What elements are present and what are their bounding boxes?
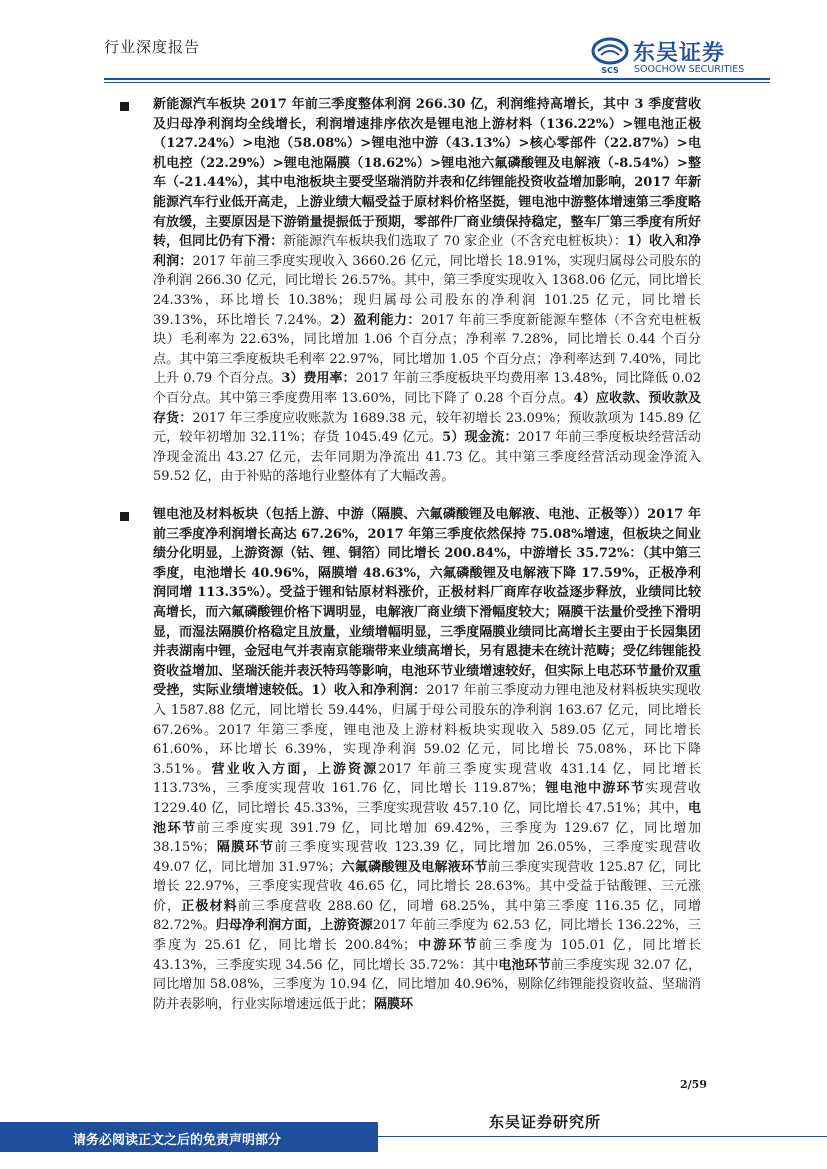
bullet-square-icon [120, 512, 129, 521]
key-phrase: 电池环节 [153, 800, 701, 836]
section-lead: 锂电池及材料板块（包括上游、中游（隔膜、六氟磷酸锂及电解液、电池、正极等））2017 年前三季度净利润增长高达 67.26%，2017 年第三季度依然保持 75.08%增速，但板块之间业绩分化明显，上游资源（钴、锂、铜箔）同比增长 200.84%，中游增长 35.72%：（其中第三季度，电池增长 40.96%，隔膜增 48.63%，六氟磷酸锂及电解液下降 17.59%，正极净利润同增 113.35%）。受益于锂和钴原材料涨价，正极材料厂商库存收益逐步释放，业绩同比较高增长，而六氟磷酸锂价格下调明显，电解液厂商业绩下滑幅度较大；隔膜干法量价受挫下滑明显，而湿法隔膜价格稳定且放量，业绩增幅明显，三季度隔膜业绩同比高增长主要由于长园集团并表湖南中锂，金冠电气并表南京能瑞带来业绩高增长，另有恩捷未在统计范畴；受亿纬锂能投资收益增加、坚瑞沃能并表沃特玛等影响，电池环节业绩增速较好，但实际上电芯环节量价双重受挫，实际业绩增速较低。 [153, 507, 701, 699]
body-text: 2017 年前三季度实现营收 431.14 亿，同比增长 113.73%，三季度实现营收 161.76 亿，同比增长 119.87%； [153, 761, 701, 797]
key-phrase: 归母净利润方面，上游资源 [215, 918, 373, 934]
body-text: 2017 年前三季度板块经营活动净现金流出 43.27 亿元，去年同期为净流出 41.73 亿。其中第三季度经营活动现金净流入 59.52 亿，由于补贴的落地行业整体有了大幅改善。 [153, 430, 701, 485]
body-text: 前三季度营收 288.60 亿，同增 68.25%，其中第三季度 116.35 亿，同增 82.72%。 [153, 898, 701, 934]
body-text: 2017 年前三季度动力锂电池及材料板块实现收入 1587.88 亿元，同比增长 59.44%，归属于母公司股东的净利润 163.67 亿元，同比增长 67.26%。2017 年第三季度，锂电池及上游材料板块实现收入 589.05 亿元，同比增长 61.60%，环比增长 6.39%，实现净利润 59.02 亿元，同比增长 75.08%，环比下降 3.51%。 [153, 683, 701, 777]
body-text: 前三季度为 105.01 亿，同比增长 43.13%，三季度实现 34.56 亿，同比增长 35.72%：其中 [153, 938, 701, 973]
body-text: 2017 年前三季度新能源车整体（不含充电桩板块）毛利率为 22.63%，同比增加 1.06 个百分点；净利率 7.28%，同比增长 0.44 个百分点。其中第三季度板块毛利率 22.97%，同比增加 1.05 个百分点；净利率达到 7.40%，同比上升 0.79 个百分点。 [153, 312, 702, 387]
body-text: 实现营收 1229.40 亿，同比增长 45.33%，三季度实现营收 457.10 亿，同比增长 47.51%；其中， [153, 781, 701, 816]
key-phrase: 中游环节 [416, 938, 479, 954]
body-text: 前三季度实现营收 125.87 亿，同比增长 22.97%，三季度实现营收 46.65 亿，同比增长 28.63%。其中受益于钴酸锂、三元涨价， [153, 859, 701, 914]
header-divider-thin [104, 82, 770, 83]
subheading-revenue-profit: 1）收入和净利润： [153, 234, 701, 269]
body-text: 前三季度实现 32.07 亿，同比增加 58.08%，三季度为 10.94 亿，同比增加 40.96%，剔除亿纬锂能投资收益、坚瑞消防并表影响，行业实际增速远低于此； [153, 957, 701, 1012]
logo-english-name: SOOCHOW SECURITIES [634, 64, 745, 75]
header-divider [104, 78, 770, 80]
subheading-cash-flow: 5）现金流： [442, 430, 518, 446]
body-text: 2017 年三季度应收账款为 1689.38 元，较年初增长 23.09%；预收款项为 145.89 亿元，较年初增加 32.11%；存货 1045.49 亿元。 [153, 410, 701, 446]
logo-mark-icon [590, 36, 630, 76]
subheading-profitability: 2）盈利能力： [330, 312, 421, 328]
key-phrase: 隔膜环节 [215, 840, 275, 856]
bullet-square-icon [120, 102, 129, 111]
subheading-revenue-profit: 1）收入和净利润： [311, 683, 427, 699]
key-phrase: 隔膜环 [374, 996, 414, 1012]
report-type-title: 行业深度报告 [104, 38, 201, 56]
page-number: 2/59 [680, 1078, 707, 1091]
soochow-securities-logo [590, 36, 770, 76]
subheading-receivables-inventory: 4）应收款、预收款及存货： [153, 390, 701, 426]
key-phrase: 六氟磷酸锂及电解液环节 [341, 859, 488, 875]
logo-name: 东吴证券 [633, 41, 726, 66]
key-phrase: 正极材料 [181, 898, 238, 914]
body-text: 前三季度实现营收 123.39 亿，同比增加 26.05%，三季度实现营收 49.07 亿，同比增加 31.97%； [153, 840, 701, 875]
key-phrase: 营业收入方面，上游资源 [211, 761, 379, 777]
body-text: 前三季度实现 391.79 亿，同比增加 69.42%，三季度为 129.67 亿，同比增加 38.15%； [153, 820, 701, 856]
paragraph-new-energy-vehicles [153, 95, 701, 487]
key-phrase: 电池环节 [498, 957, 551, 973]
logo-mark-text: SCS [601, 66, 619, 75]
disclaimer-notice: 请务必阅读正文之后的免责声明部分 [73, 1133, 282, 1148]
body-text: 2017 年前三季度板块平均费用率 13.48%，同比降低 0.02 个百分点。其中第三季度费用率 13.60%，同比下降了 0.28 个百分点。 [153, 371, 702, 406]
paragraph-lithium-battery-materials [153, 505, 701, 1014]
body-text: 2017 年前三季度实现收入 3660.26 亿元，同比增长 18.91%，实现归属母公司股东的净利润 266.30 亿元，同比增长 26.57%。其中，第三季度实现收入 1368.06 亿元，同比增长 24.33%，环比增长 10.38%；现归属母公司股东的净利润 101.25 亿元，同比增长 39.13%，环比增长 7.24%。 [153, 253, 701, 328]
body-text: 2017 年前三季度为 62.53 亿，同比增长 136.22%，三季度为 25.61 亿，同比增长 200.84%； [153, 918, 701, 954]
section-lead: 新能源汽车板块 2017 年前三季度整体利润 266.30 亿，利润维持高增长，其中 3 季度营收及归母净利润均全线增长，利润增速排序依次是锂电池上游材料（136.22%）>锂电池正极（127.24%）>电池（58.08%）>锂电池中游（43.13%）>核心零部件（22.87%）>电机电控（22.29%）>锂电池隔膜（18.62%）>锂电池六氟磷酸锂及电解液（-8.54%）>整车（-21.44%），其中电池板块主要受坚瑞消防并表和亿纬锂能投资收益增加影响，2017 年新能源汽车行业低开高走，上游业绩大幅受益于原材料价格坚挺，锂电池中游整体增速第三季度略有放缓，主要原因是下游销量提振低于预期，零部件厂商业绩保持稳定，整车厂第三季度有所好转，但同比仍有下滑： [153, 97, 701, 250]
body-text: 新能源汽车板块我们选取了 70 家企业（不含充电桩板块）： [283, 234, 627, 250]
subheading-expense-ratio: 3）费用率： [281, 371, 356, 387]
key-phrase: 锂电池中游环节 [544, 781, 646, 797]
research-institute-name: 东吴证券研究所 [489, 1113, 602, 1131]
footer-divider [378, 1136, 827, 1137]
